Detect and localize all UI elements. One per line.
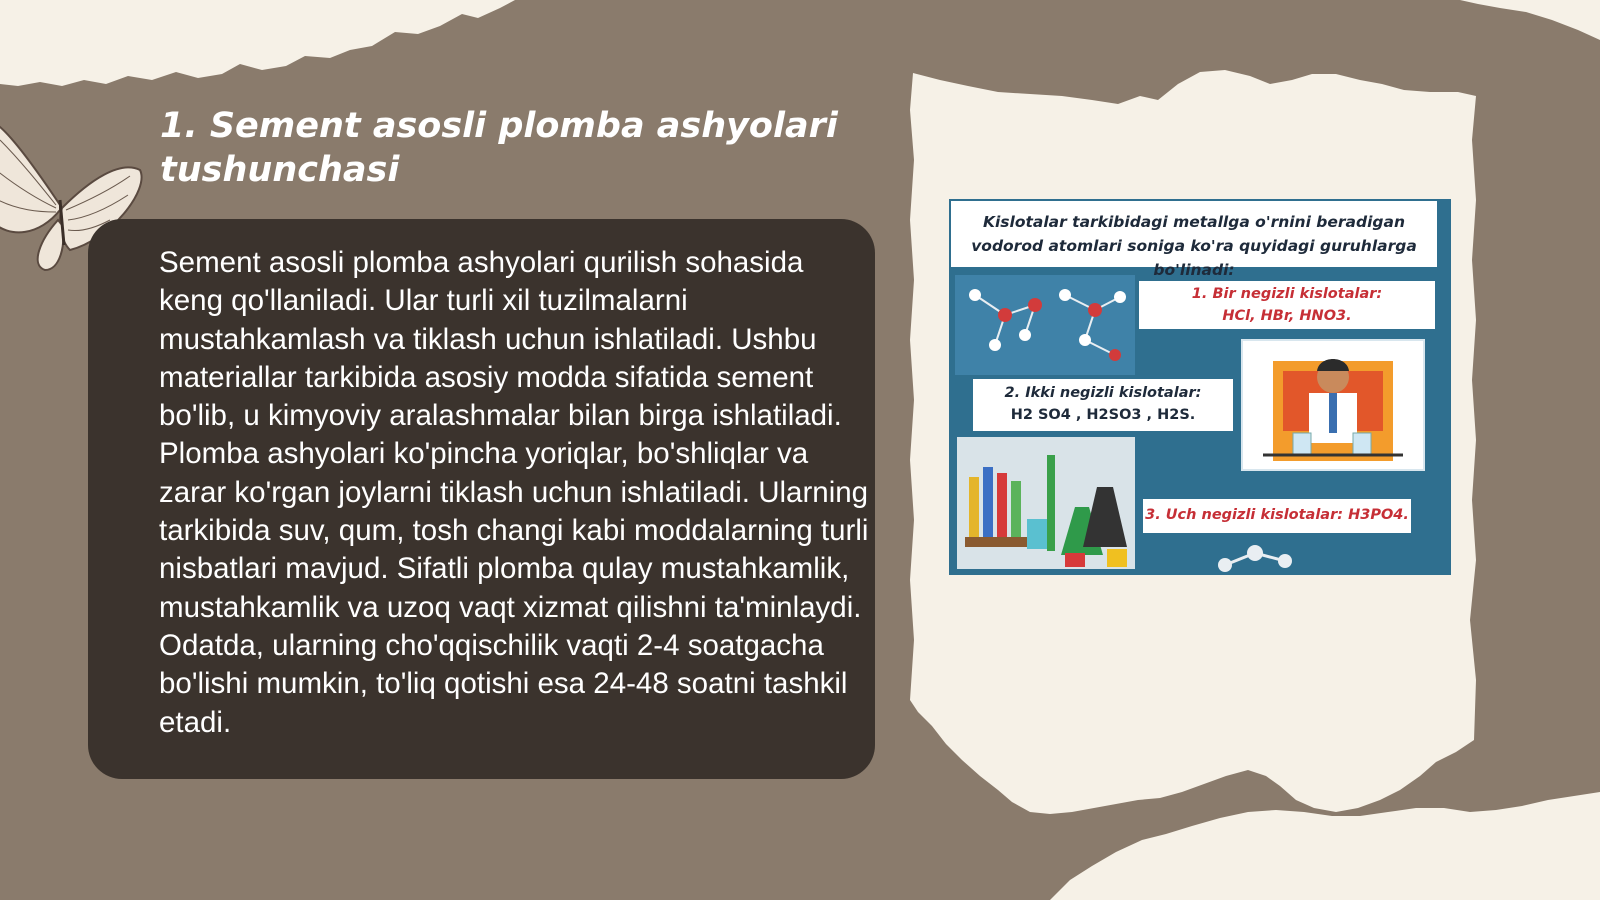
- scientist-card: [1241, 339, 1425, 471]
- slide-body-text: Sement asosli plomba ashyolari qurilish sohasida keng qo'llaniladi. Ular turli xil tuzilmalarni mustahkamlash va tiklash uchun ishlatiladi. Ushbu materiallar tarkibida asosiy modda sifatida sement bo'lib, u kimyoviy aralashmalar bilan birga ishlatiladi. Plomba ashyolari ko'pincha yoriqlar, bo'shliqlar va zarar ko'rgan joylarni tiklash uchun ishlatiladi. Ularning tarkibida suv, qum, tosh changi kabi moddalarning turli nisbatlari mavjud. Sifatli plomba qulay mustahkamlik, mustahkamlik va uzoq vaqt xizmat qilishni ta'minlaydi. Odatda, ularning cho'qqischilik vaqti 2-4 soatgacha bo'lishi mumkin, to'liq qotishi esa 24-48 soatni tashkil etadi.: [159, 246, 869, 739]
- group1-title: 1. Bir negizli kislotalar:: [1191, 286, 1383, 302]
- group1-formulas: HCl, HBr, HNO3.: [1222, 308, 1352, 324]
- torn-paper-top-right: [1460, 0, 1600, 40]
- slide-title: 1. Sement asosli plomba ashyolari tushunchasi: [160, 106, 838, 190]
- molecule-small-icon: [1215, 535, 1305, 575]
- group3-label: 3. Uch negizli kislotalar: H3PO4.: [1143, 499, 1411, 533]
- group2-label: [973, 379, 1233, 431]
- scientist-icon: [1243, 341, 1423, 469]
- molecule-icon: [955, 275, 1135, 375]
- figure-header: Kislotalar tarkibidagi metallga o'rnini beradigan vodorod atomlari soniga ko'ra quyidagi guruhlarga bo'linadi:: [951, 201, 1437, 267]
- acid-classification-figure: [949, 199, 1451, 575]
- group1-label: [1139, 281, 1435, 329]
- group2-formulas: H2 SO4 , H2SO3 , H2S.: [1010, 407, 1196, 423]
- torn-paper-top-left: [0, 0, 515, 86]
- group2-title: 2. Ikki negizli kislotalar:: [1004, 385, 1202, 401]
- lab-glassware-icon: [957, 437, 1135, 569]
